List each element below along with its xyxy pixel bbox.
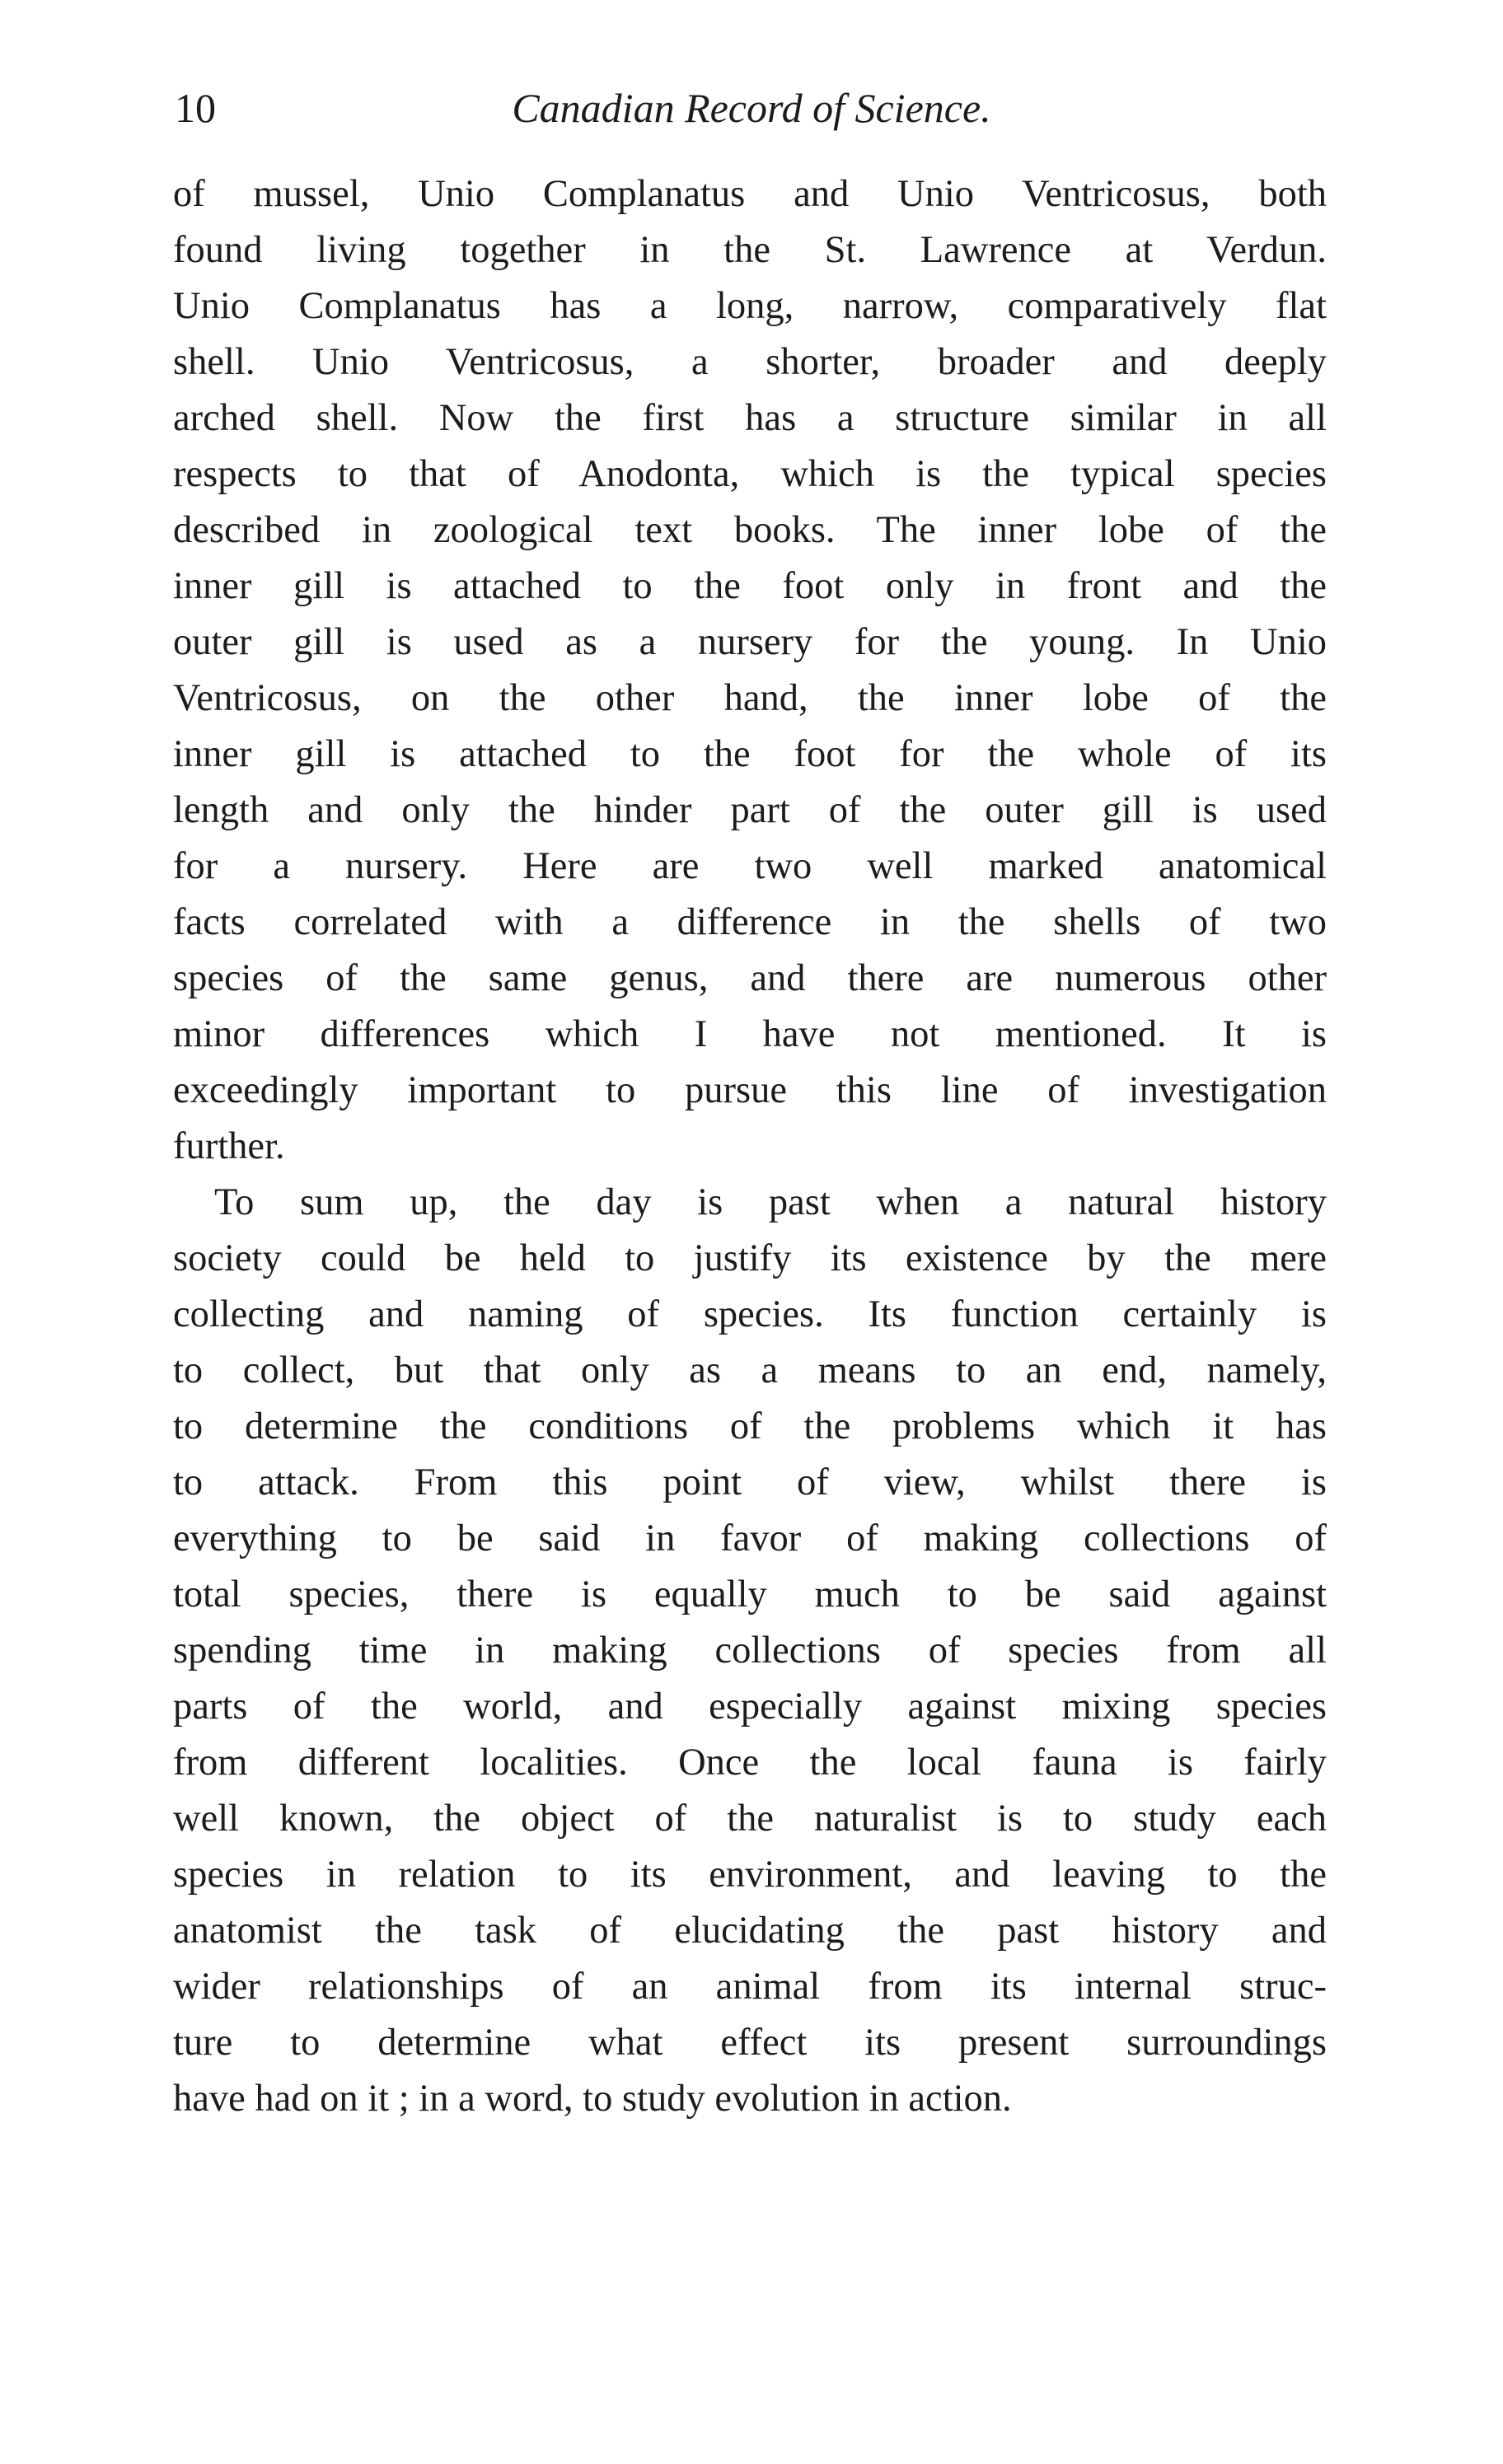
text-line: wider relationships of an animal from its internal struc- bbox=[173, 1966, 1327, 2008]
text-line: outer gill is used as a nursery for the young. In Unio bbox=[173, 621, 1327, 663]
text-line: for a nursery. Here are two well marked anatomical bbox=[173, 845, 1327, 887]
text-line: length and only the hinder part of the outer gill is used bbox=[173, 789, 1327, 831]
text-line: shell. Unio Ventricosus, a shorter, broader and deeply bbox=[173, 341, 1327, 383]
text-line: facts correlated with a difference in the shells of two bbox=[173, 901, 1327, 943]
text-line: described in zoological text books. The inner lobe of the bbox=[173, 509, 1327, 551]
text-line: anatomist the task of elucidating the past history and bbox=[173, 1910, 1327, 1952]
paragraph-1 bbox=[173, 166, 1327, 1175]
text-line: minor differences which I have not mentioned. It is bbox=[173, 1013, 1327, 1055]
text-line: found living together in the St. Lawrence at Verdun. bbox=[173, 229, 1327, 271]
text-line: arched shell. Now the first has a structure similar in all bbox=[173, 397, 1327, 439]
text-line: to attack. From this point of view, whilst there is bbox=[173, 1461, 1327, 1503]
running-title: Canadian Record of Science. bbox=[512, 85, 991, 131]
text-line: total species, there is equally much to be said against bbox=[173, 1573, 1327, 1615]
text-line: To sum up, the day is past when a natural history bbox=[214, 1181, 1327, 1223]
text-line: of mussel, Unio Complanatus and Unio Ventricosus, both bbox=[173, 173, 1327, 215]
text-line: further. bbox=[173, 1125, 285, 1167]
text-line: respects to that of Anodonta, which is the typical species bbox=[173, 453, 1327, 495]
text-line: species in relation to its environment, and leaving to the bbox=[173, 1854, 1327, 1896]
page-number: 10 bbox=[175, 85, 216, 131]
text-line: society could be held to justify its existence by the mere bbox=[173, 1237, 1327, 1279]
text-line: ture to determine what effect its present surroundings bbox=[173, 2022, 1327, 2064]
text-line: Ventricosus, on the other hand, the inner lobe of the bbox=[173, 677, 1327, 719]
text-line: to determine the conditions of the problems which it has bbox=[173, 1405, 1327, 1447]
page-header bbox=[175, 79, 1328, 137]
text-line: exceedingly important to pursue this line of investigation bbox=[173, 1069, 1327, 1111]
text-line: inner gill is attached to the foot only in front and the bbox=[173, 565, 1327, 607]
body-text bbox=[173, 166, 1327, 2127]
text-line: inner gill is attached to the foot for the whole of its bbox=[173, 733, 1327, 775]
text-line: collecting and naming of species. Its function certainly is bbox=[173, 1293, 1327, 1335]
text-line: everything to be said in favor of making collections of bbox=[173, 1517, 1327, 1559]
text-line: well known, the object of the naturalist is to study each bbox=[173, 1798, 1327, 1840]
text-line: to collect, but that only as a means to an end, namely, bbox=[173, 1349, 1327, 1391]
text-line: Unio Complanatus has a long, narrow, comparatively flat bbox=[173, 285, 1327, 327]
text-line: parts of the world, and especially against mixing species bbox=[173, 1686, 1327, 1728]
text-line: have had on it ; in a word, to study evolution in action. bbox=[173, 2078, 1012, 2120]
paragraph-2 bbox=[173, 1175, 1327, 2127]
text-line: from different localities. Once the local fauna is fairly bbox=[173, 1742, 1327, 1784]
text-line: species of the same genus, and there are numerous other bbox=[173, 957, 1327, 999]
text-line: spending time in making collections of species from all bbox=[173, 1629, 1327, 1671]
